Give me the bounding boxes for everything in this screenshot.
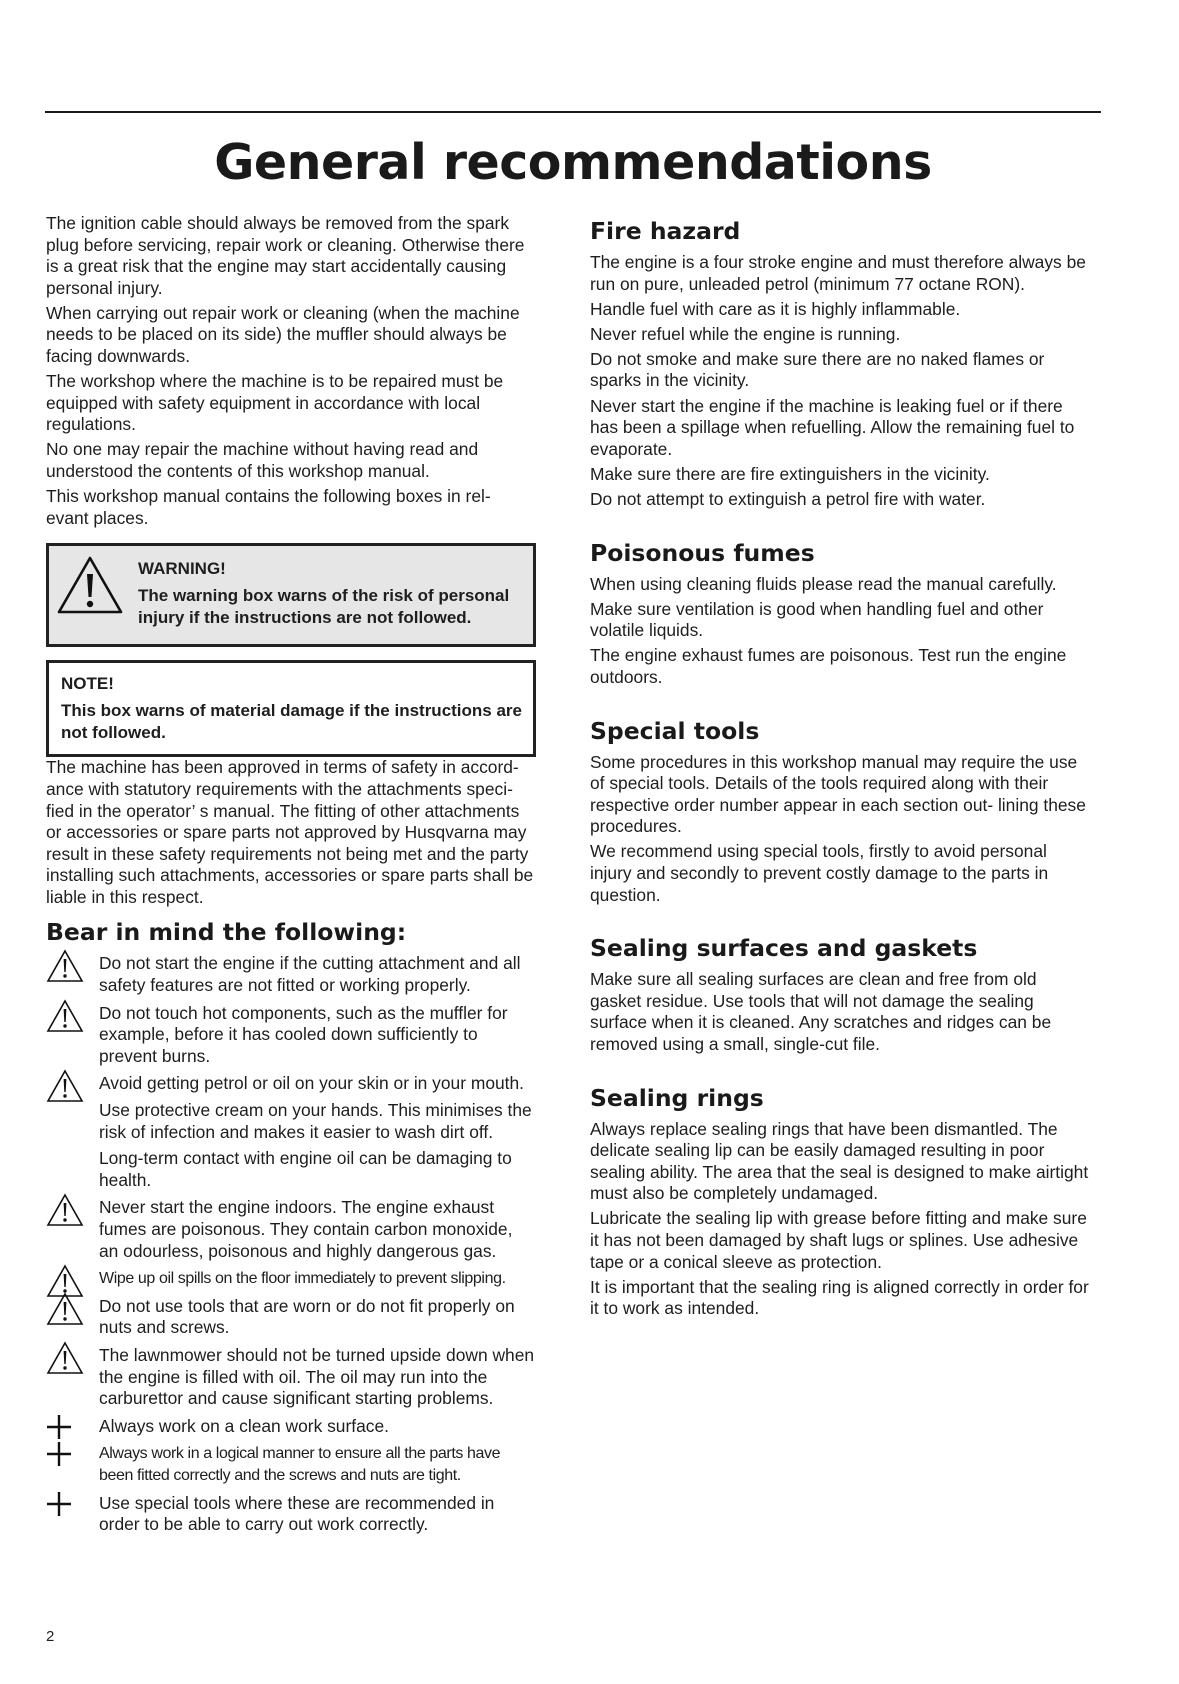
list-item-text: Do not use tools that are worn or do not fit properly on nuts and screws. bbox=[99, 1295, 515, 1338]
header-rule bbox=[45, 111, 1101, 113]
sealing-rings-section bbox=[590, 1084, 1090, 1320]
section-paragraph: Lubricate the sealing lip with grease before fitting and make sure it has not been damaged by shaft lugs or splines. Use adhesive tape or a conical sleeve as protection. bbox=[590, 1208, 1087, 1272]
fire-hazard-section bbox=[590, 217, 1090, 511]
warning-triangle-icon bbox=[46, 949, 84, 983]
list-item-text: Always work on a clean work surface. bbox=[99, 1415, 389, 1436]
list-item bbox=[46, 1268, 536, 1290]
note-text: This box warns of material damage if the instructions are not followed. bbox=[61, 700, 523, 742]
list-item bbox=[46, 1416, 536, 1438]
warning-triangle-icon bbox=[46, 1341, 84, 1375]
list-item bbox=[46, 1073, 536, 1191]
list-item bbox=[46, 1493, 536, 1536]
list-item-text: Do not touch hot components, such as the muffler for example, before it has cooled down sufficiently to prevent burns. bbox=[99, 1002, 508, 1066]
list-item-text: Wipe up oil spills on the floor immediately to prevent slipping. bbox=[99, 1270, 506, 1288]
poisonous-fumes-section bbox=[590, 539, 1090, 689]
section-paragraph: Do not attempt to extinguish a petrol fire with water. bbox=[590, 488, 986, 509]
left-column bbox=[46, 213, 536, 1542]
section-heading: Special tools bbox=[590, 716, 760, 745]
section-paragraph: Make sure there are fire extinguishers in the vicinity. bbox=[590, 463, 990, 484]
plus-icon bbox=[46, 1491, 72, 1517]
list-item-text: Long-term contact with engine oil can be damaging to health. bbox=[99, 1148, 512, 1190]
special-tools-section bbox=[590, 717, 1090, 907]
section-paragraph: Do not smoke and make sure there are no naked flames or sparks in the vicinity. bbox=[590, 348, 1045, 391]
warning-triangle-icon bbox=[46, 1292, 84, 1326]
bear-in-mind-heading: Bear in mind the following: bbox=[46, 918, 407, 947]
page-title: General recommendations bbox=[214, 134, 932, 191]
warning-triangle-icon bbox=[46, 999, 84, 1033]
list-item bbox=[46, 1345, 536, 1410]
list-item-text: Never start the engine indoors. The engine exhaust fumes are poisonous. They contain carbon monoxide, an odourless, poisonous and highly dangerous gas. bbox=[99, 1197, 513, 1261]
section-heading: Poisonous fumes bbox=[590, 538, 815, 567]
section-paragraph: The engine exhaust fumes are poisonous. Test run the engine outdoors. bbox=[590, 645, 1067, 687]
intro-paragraph: The ignition cable should always be removed from the spark plug before servicing, repair work or cleaning. Otherwise there is a great risk that the engine may start accidentally causing personal injury. bbox=[46, 213, 525, 298]
section-paragraph: Never start the engine if the machine is leaking fuel or if there has been a spillage when refuelling. Allow the remaining fuel to evaporate. bbox=[590, 395, 1075, 459]
section-paragraph: Always replace sealing rings that have been dismantled. The delicate sealing lip can be easily damaged resulting in poor sealing ability. The area that the seal is designed to make airtight must also be completely undamaged. bbox=[590, 1118, 1089, 1204]
list-item-text: Do not start the engine if the cutting attachment and all safety features are not fitted or working properly. bbox=[99, 953, 521, 996]
list-item-text: The lawnmower should not be turned upside down when the engine is filled with oil. The oil may run into the carburettor and cause significant starting problems. bbox=[99, 1344, 535, 1409]
section-paragraph: Make sure all sealing surfaces are clean and free from old gasket residue. Use tools that will not damage the sealing surface when it is cleaned. Any scratches and ridges can be removed using a small, single-cut file. bbox=[590, 969, 1052, 1054]
page-number: 2 bbox=[46, 1628, 55, 1645]
section-heading: Fire hazard bbox=[590, 217, 741, 245]
section-heading: Sealing surfaces and gaskets bbox=[590, 934, 978, 963]
warning-triangle-icon bbox=[46, 1193, 84, 1227]
list-item-text: Avoid getting petrol or oil on your skin or in your mouth. bbox=[99, 1073, 525, 1094]
warning-text: The warning box warns of the risk of personal injury if the instructions are not followed. bbox=[138, 585, 510, 627]
intro-paragraph: When carrying out repair work or cleaning (when the machine needs to be placed on its side) the muffler should always be facing downwards. bbox=[46, 302, 520, 367]
intro-paragraph: This workshop manual contains the following boxes in rel- evant places. bbox=[46, 486, 491, 528]
list-item bbox=[46, 1003, 536, 1068]
section-paragraph: We recommend using special tools, firstly to avoid personal injury and secondly to prevent costly damage to the parts in question. bbox=[590, 841, 1049, 905]
list-item bbox=[46, 1197, 536, 1262]
section-paragraph: Some procedures in this workshop manual may require the use of special tools. Details of the tools required along with their respective order number appear in each section out- lining these procedures. bbox=[590, 751, 1086, 837]
section-heading: Sealing rings bbox=[590, 1083, 764, 1112]
section-paragraph: It is important that the sealing ring is aligned correctly in order for it to work as intended. bbox=[590, 1276, 1089, 1319]
warning-box bbox=[46, 543, 536, 647]
list-item bbox=[46, 1296, 536, 1339]
plus-icon bbox=[46, 1441, 72, 1467]
list-item-text: Use special tools where these are recommended in order to be able to carry out work correctly. bbox=[99, 1492, 495, 1535]
warning-heading: WARNING! bbox=[138, 559, 226, 579]
list-item-text: Always work in a logical manner to ensure all the parts have been fitted correctly and the screws and nuts are tight. bbox=[99, 1445, 501, 1484]
list-item bbox=[46, 1443, 536, 1486]
note-heading: NOTE! bbox=[61, 674, 114, 694]
sealing-surfaces-section bbox=[590, 934, 1090, 1055]
list-item-text: Use protective cream on your hands. This minimises the risk of infection and makes it easier to wash dirt off. bbox=[99, 1100, 532, 1142]
section-paragraph: Handle fuel with care as it is highly inflammable. bbox=[590, 298, 961, 319]
plus-icon bbox=[46, 1414, 72, 1440]
right-column bbox=[590, 217, 1090, 1323]
intro-paragraph: No one may repair the machine without having read and understood the contents of this workshop manual. bbox=[46, 439, 479, 482]
approval-paragraph: The machine has been approved in terms of safety in accord- ance with statutory requirements with the attachments speci- fied in the operator’ s manual. The fitting of other attachments or accessories or spare parts not approved by Husqvarna may result in these safety requirements not being met and the party installing such attachments, accessories or spare parts shall be liable in this respect. bbox=[46, 757, 534, 907]
section-paragraph: The engine is a four stroke engine and must therefore always be run on pure, unleaded petrol (minimum 77 octane RON). bbox=[590, 252, 1086, 294]
note-box bbox=[46, 660, 536, 757]
warning-triangle-icon bbox=[55, 554, 125, 616]
section-paragraph: Make sure ventilation is good when handling fuel and other volatile liquids. bbox=[590, 598, 1044, 641]
section-paragraph: Never refuel while the engine is running. bbox=[590, 323, 901, 344]
warning-triangle-icon bbox=[46, 1069, 84, 1103]
intro-paragraph: The workshop where the machine is to be repaired must be equipped with safety equipment in accordance with local regulations. bbox=[46, 371, 504, 435]
list-item bbox=[46, 953, 536, 996]
section-paragraph: When using cleaning fluids please read the manual carefully. bbox=[590, 573, 1057, 594]
